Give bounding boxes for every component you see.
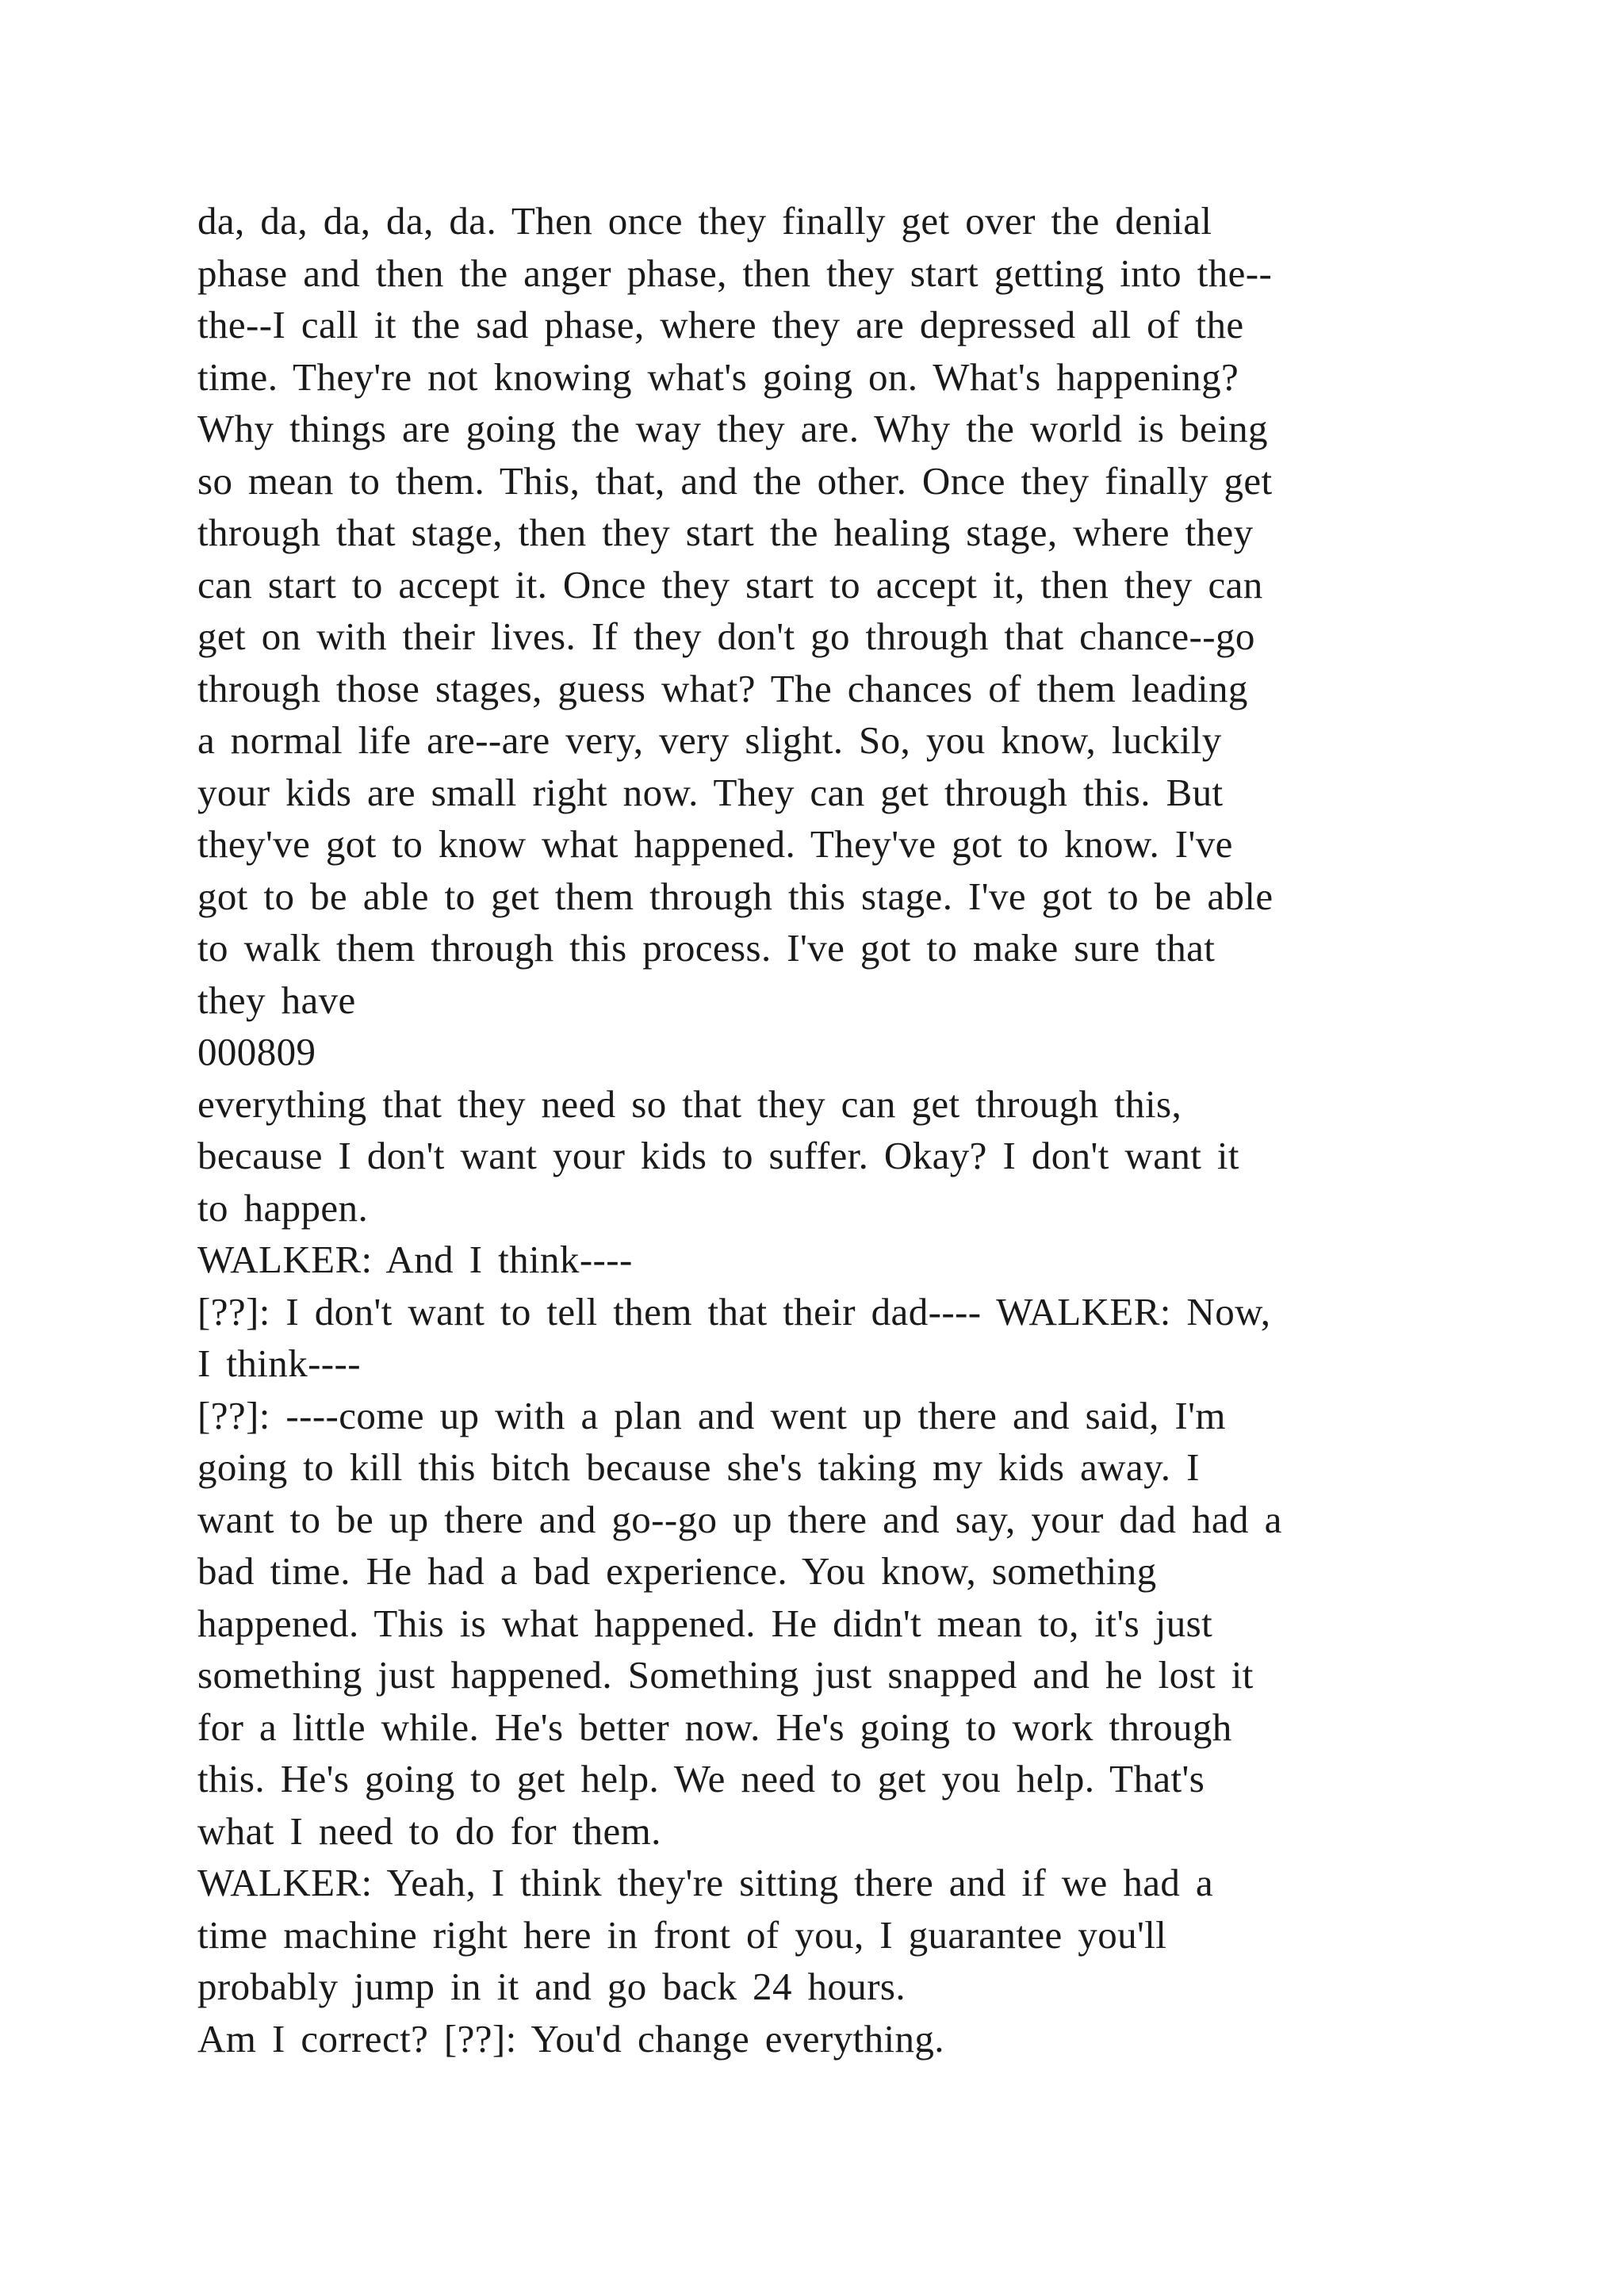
speaker-line: Am I correct? [??]: You'd change everything. xyxy=(197,2016,944,2061)
text-line: time. They're not knowing what's going on. What's happening? xyxy=(197,354,1239,399)
text-line: da, da, da, da, da. Then once they finally get over the denial xyxy=(197,199,1212,243)
text-line: phase and then the anger phase, then they start getting into the-- xyxy=(197,251,1273,295)
transcript-text xyxy=(197,195,1434,2064)
text-line: through those stages, guess what? The chances of them leading xyxy=(197,666,1248,710)
text-line: everything that they need so that they can get through this, xyxy=(197,1081,1182,1126)
text-line: probably jump in it and go back 24 hours. xyxy=(197,1965,906,2008)
speaker-line: WALKER: And I think---- xyxy=(197,1238,633,1281)
text-line: to happen. xyxy=(197,1185,369,1230)
speaker-line: [??]: ----come up with a plan and went up there and said, I'm xyxy=(197,1393,1226,1437)
text-line: your kids are small right now. They can get through this. But xyxy=(197,770,1224,814)
text-line: so mean to them. This, that, and the other. Once they finally get xyxy=(197,458,1273,503)
speaker-line: WALKER: Yeah, I think they're sitting there and if we had a xyxy=(197,1861,1214,1904)
text-line: happened. This is what happened. He didn't mean to, it's just xyxy=(197,1601,1213,1645)
text-line: something just happened. Something just snapped and he lost it xyxy=(197,1653,1254,1697)
text-line: can start to accept it. Once they start to accept it, then they can xyxy=(197,562,1263,607)
text-line: through that stage, then they start the healing stage, where they xyxy=(197,511,1254,554)
text-line: I think---- xyxy=(197,1341,361,1385)
text-line: they've got to know what happened. They've got to know. I've xyxy=(197,822,1233,866)
text-line: the--I call it the sad phase, where they are depressed all of the xyxy=(197,303,1244,346)
text-line: want to be up there and go--go up there and say, your dad had a xyxy=(197,1497,1282,1541)
text-line: they have xyxy=(197,978,356,1022)
text-line: time machine right here in front of you, I guarantee you'll xyxy=(197,1912,1167,1957)
text-line: Why things are going the way they are. Why the world is being xyxy=(197,407,1268,450)
text-line: what I need to do for them. xyxy=(197,1808,661,1853)
text-line: bad time. He had a bad experience. You know, something xyxy=(197,1549,1157,1593)
text-line: a normal life are--are very, very slight. So, you know, luckily xyxy=(197,718,1222,762)
text-line: for a little while. He's better now. He's going to work through xyxy=(197,1705,1232,1749)
text-line: this. He's going to get help. We need to get you help. That's xyxy=(197,1757,1205,1800)
text-line: got to be able to get them through this stage. I've got to be able xyxy=(197,874,1274,918)
text-line: because I don't want your kids to suffer. Okay? I don't want it xyxy=(197,1134,1239,1177)
page-number: 000809 xyxy=(197,1030,316,1073)
text-line: get on with their lives. If they don't go through that chance--go xyxy=(197,614,1255,658)
speaker-line: [??]: I don't want to tell them that their dad---- WALKER: Now, xyxy=(197,1289,1271,1334)
text-line: to walk them through this process. I've got to make sure that xyxy=(197,926,1216,970)
text-line: going to kill this bitch because she's taking my kids away. I xyxy=(197,1445,1200,1489)
